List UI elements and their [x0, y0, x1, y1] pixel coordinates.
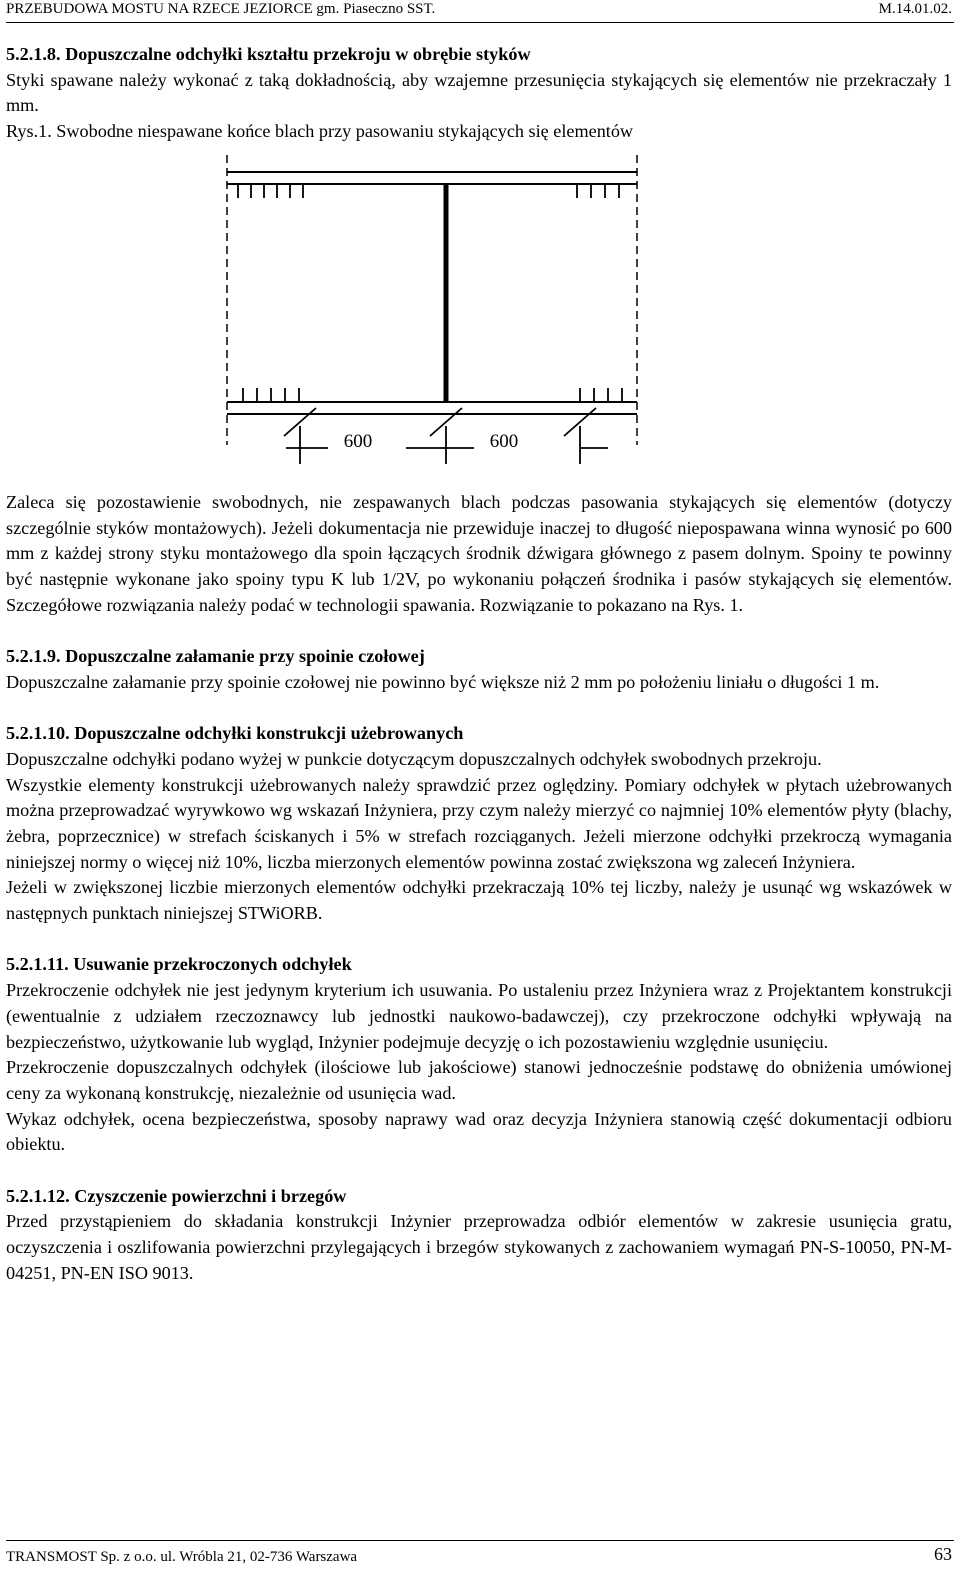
header-project-title: PRZEBUDOWA MOSTU NA RZECE JEZIORCE gm. Piaseczno SST.	[6, 1, 436, 17]
dimension-marker-left	[284, 408, 328, 464]
page-header	[6, 0, 954, 23]
section-heading-5-2-1-11: 5.2.1.11. Usuwanie przekroczonych odchyłek	[6, 954, 352, 975]
paragraph: Przekroczenie dopuszczalnych odchyłek (ilościowe lub jakościowe) stanowi jednocześnie podstawę do obniżenia umówionej ceny za wykonaną konstrukcję, niezależnie od usunięcia wad.	[6, 1057, 952, 1103]
bottom-left-weld-marks	[243, 388, 299, 402]
page-number: 63	[934, 1544, 952, 1564]
page-footer	[6, 1540, 954, 1565]
paragraph: Wykaz odchyłek, ocena bezpieczeństwa, sposoby naprawy wad oraz decyzja Inżyniera stanowią część dokumentacji odbioru obiektu.	[6, 1108, 952, 1155]
paragraph: Przed przystąpieniem do składania konstrukcji Inżynier przeprowadza odbiór elementów w zakresie usunięcia gratu, oczyszczenia i oszlifowania powierzchni przylegających i brzegów stykowanych z zachowaniem wymagań PN-S-10050, PN-M-04251, PN-EN ISO 9013.	[6, 1211, 952, 1283]
footer-company: TRANSMOST Sp. z o.o. ul. Wróbla 21, 02-736 Warszawa	[6, 1549, 358, 1565]
paragraph: Dopuszczalne odchyłki podano wyżej w punkcie dotyczącym dopuszczalnych odchyłek swobodnych przekroju.	[6, 748, 822, 769]
paragraph: Przekroczenie odchyłek nie jest jedynym kryterium ich usuwania. Po ustaleniu przez Inżyniera wraz z Projektantem konstrukcji (ewentualnie z udziałem rzeczoznawcy lub jednostki naukowo-badawczej), czy przekroczone odchyłki wpływają na bezpieczeństwo, użytkowanie lub wygląd, Inżynier podejmuje decyzję o ich pozostawieniu względnie usunięciu.	[6, 980, 952, 1052]
dimension-marker-center	[406, 408, 474, 464]
top-right-weld-marks	[577, 184, 619, 198]
figure-caption: Rys.1. Swobodne niespawane końce blach przy pasowaniu stykających się elementów	[6, 121, 634, 142]
section-heading-5-2-1-9: 5.2.1.9. Dopuszczalne załamanie przy spoinie czołowej	[6, 646, 425, 667]
section-heading-5-2-1-8: 5.2.1.8. Dopuszczalne odchyłki kształtu przekroju w obrębie styków	[6, 44, 531, 64]
girder-joint-figure	[0, 150, 960, 470]
paragraph: Zaleca się pozostawienie swobodnych, nie zespawanych blach podczas pasowania stykających się elementów (dotyczy szczególnie styków montażowych). Jeżeli dokumentacja nie przewiduje inaczej to długość niepospawana winna wynosić po 600 mm z każdej strony styku montażowego dla spoin łączących środnik dźwigara głównego z pasem dolnym. Spoiny te powinny być następnie wykonane jako spoiny typu K lub 1/2V, po wykonaniu połączeń środnika i pasów stykających się elementów. Szczegółowe rozwiązania należy podać w technologii spawania. Rozwiązanie to pokazano na Rys. 1.	[6, 491, 952, 615]
dimension-marker-right	[564, 408, 608, 464]
dimension-label-left: 600	[343, 431, 373, 452]
bottom-right-weld-marks	[580, 388, 622, 402]
paragraph: Wszystkie elementy konstrukcji użebrowanych należy sprawdzić przez oględziny. Pomiary odchyłek w płytach użebrowanych można przeprowadzać wyrywkowo wg wskazań Inżyniera, przy czym należy mierzyć co najmniej 10% elementów płyty (blachy, żebra, poprzecznice) w strefach ściskanych i 5% w strefach rozciąganych. Jeżeli mierzone odchyłki przekroczą wymagania niniejszej normy o więcej niż 10%, liczba mierzonych elementów powinna zostać zwiększona wg zaleceń Inżyniera.	[6, 774, 952, 872]
dimension-label-right: 600	[489, 431, 519, 452]
header-spec-code: M.14.01.02.	[878, 1, 952, 17]
top-left-weld-marks	[238, 184, 303, 198]
paragraph: Dopuszczalne załamanie przy spoinie czołowej nie powinno być większe niż 2 mm po położeniu liniału o długości 1 m.	[6, 671, 880, 692]
paragraph: Jeżeli w zwiększonej liczbie mierzonych elementów odchyłki przekraczają 10% tej liczby, należy je usunąć wg wskazówek w następnych punktach niniejszej STWiORB.	[6, 877, 952, 924]
section-heading-5-2-1-12: 5.2.1.12. Czyszczenie powierzchni i brzegów	[6, 1185, 347, 1206]
section-heading-5-2-1-10: 5.2.1.10. Dopuszczalne odchyłki konstrukcji użebrowanych	[6, 723, 464, 744]
paragraph: Styki spawane należy wykonać z taką dokładnością, aby wzajemne przesunięcia stykających się elementów nie przekraczały 1 mm.	[6, 69, 952, 116]
